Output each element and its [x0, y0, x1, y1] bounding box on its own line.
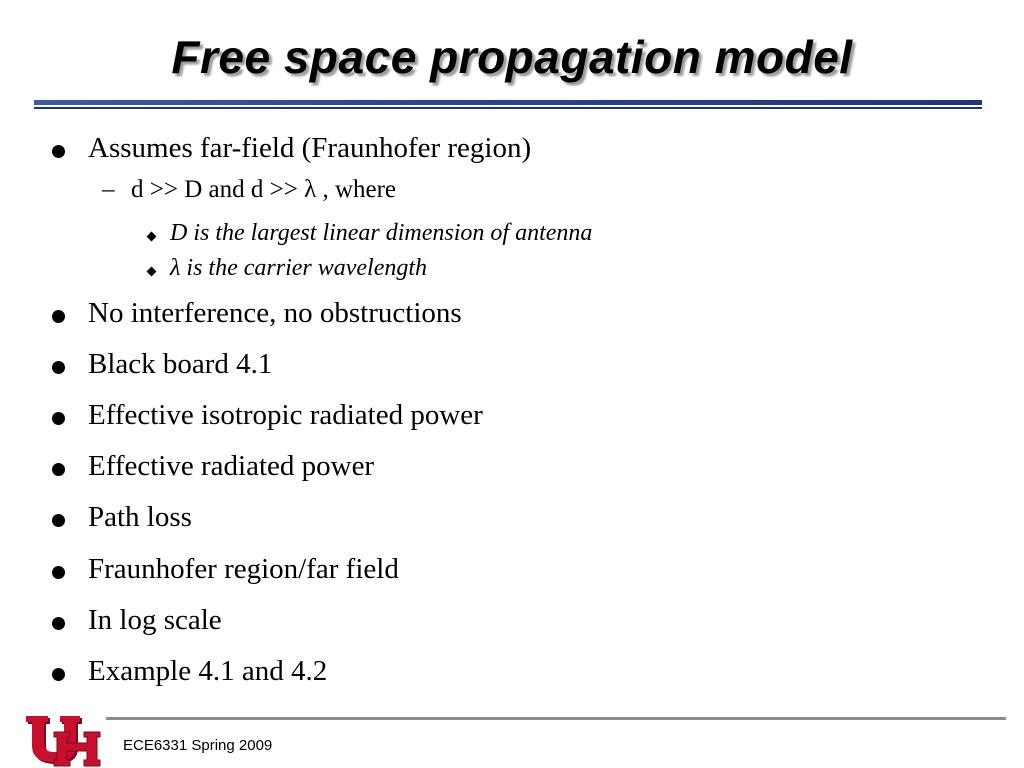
bullet-dot — [52, 145, 65, 158]
sub-sub-bullet-text — [170, 255, 427, 282]
bullet-text: Example 4.1 and 4.2 — [88, 655, 328, 687]
diamond-bullet-icon — [147, 232, 157, 242]
lambda-symbol: λ — [170, 255, 181, 281]
bullet-text: In log scale — [88, 604, 222, 636]
bullet-dot — [52, 463, 65, 476]
bullet-dot — [52, 566, 65, 579]
bullet-dot — [52, 514, 65, 527]
bullet-dot — [52, 361, 65, 374]
bullet-text: No interference, no obstructions — [88, 297, 462, 329]
bullet-text: Assumes far-field (Fraunhofer region) — [88, 132, 532, 164]
bullet-text: Path loss — [88, 501, 192, 533]
bullet-dot — [52, 668, 65, 681]
lambda-symbol: λ — [304, 176, 317, 203]
much-greater-operator: >> — [269, 176, 298, 203]
sub-text-part: , where — [322, 176, 397, 203]
footer-divider — [106, 717, 1006, 720]
much-greater-operator: >> — [149, 176, 178, 203]
university-logo — [24, 714, 104, 768]
sub-bullet-dash: – — [102, 176, 115, 203]
sub-sub-bullet-text: D is the largest linear dimension of antenna — [170, 220, 593, 246]
footer-text: ECE6331 Spring 2009 — [123, 737, 273, 754]
bullet-dot — [52, 310, 65, 323]
slide-title: Free space propagation model — [171, 31, 853, 83]
bullet-text: Effective radiated power — [88, 450, 375, 482]
sub-text-part: d — [131, 176, 144, 203]
bullet-dot — [52, 617, 65, 630]
sub-bullet-text — [131, 176, 396, 204]
bullet-text: Fraunhofer region/far field — [88, 553, 399, 585]
sub-sub-bullet-label: is the carrier wavelength — [186, 255, 428, 281]
bullet-text: Black board 4.1 — [88, 348, 273, 380]
diamond-bullet-icon — [147, 267, 157, 277]
bullet-text: Effective isotropic radiated power — [88, 399, 483, 431]
bullet-dot — [52, 412, 65, 425]
sub-text-part: D and d — [184, 176, 264, 203]
